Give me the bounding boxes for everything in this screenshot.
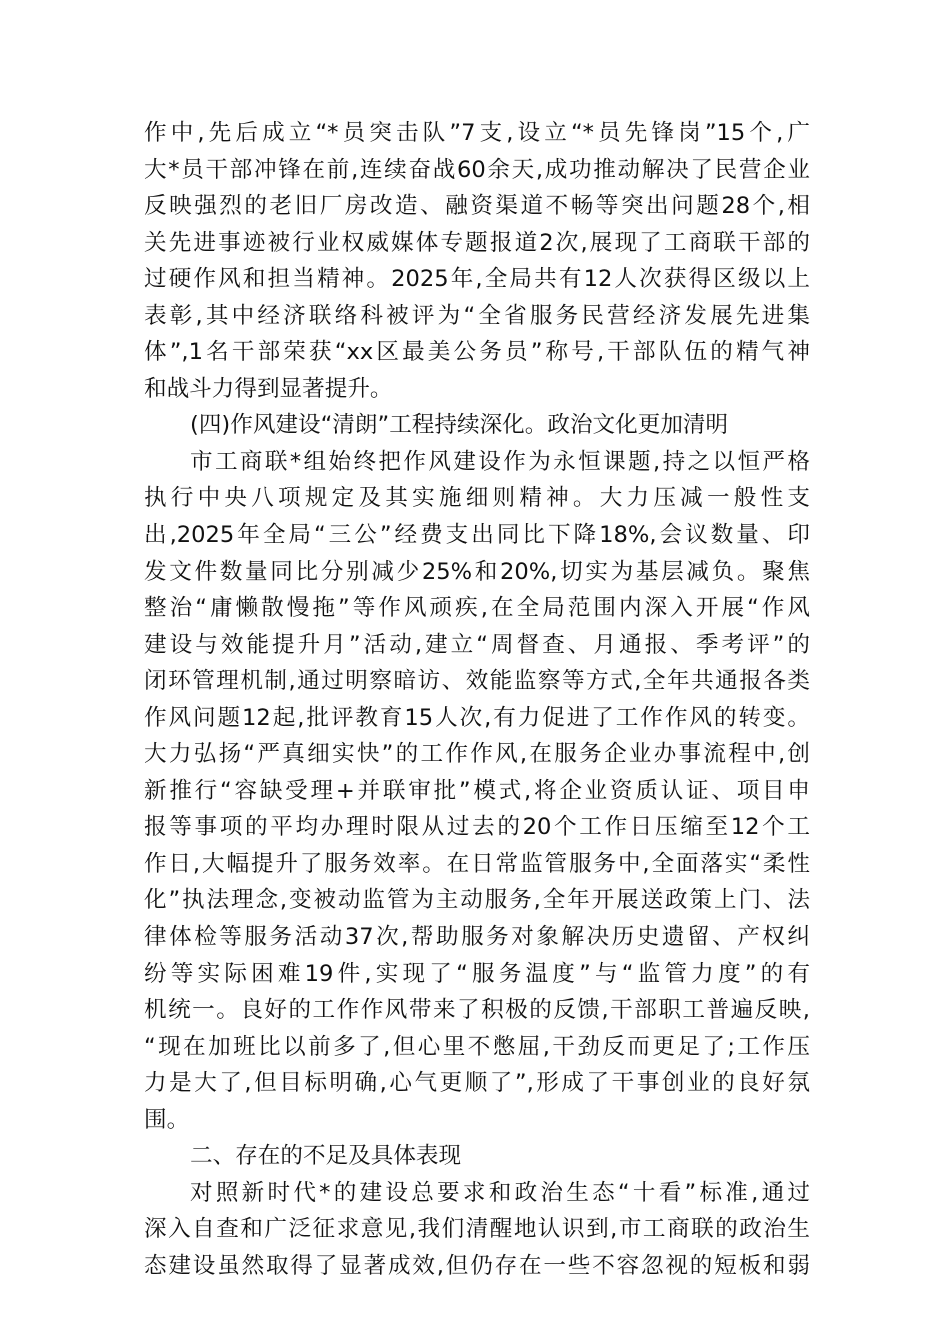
text-line: 反映强烈的老旧厂房改造、融资渠道不畅等突出问题28个,相 [144,193,810,220]
text-line: 大力弘扬“严真细实快”的工作作风,在服务企业办事流程中,创 [144,741,810,768]
text-line: 建设与效能提升月”活动,建立“周督查、月通报、季考评”的 [144,631,810,658]
text-line: 体”,1名干部荣获“xx区最美公务员”称号,干部队伍的精气神 [144,339,810,366]
text-line: 机统一。良好的工作作风带来了积极的反馈,干部职工普遍反映, [144,997,810,1024]
text-line: 表彰,其中经济联络科被评为“全省服务民营经济发展先进集 [144,302,810,329]
text-line: 出,2025年全局“三公”经费支出同比下降18%,会议数量、印 [144,522,810,549]
text-line: 力是大了,但目标明确,心气更顺了”,形成了干事创业的良好氛 [144,1070,810,1097]
text-line: 化”执法理念,变被动监管为主动服务,全年开展送政策上门、法 [144,887,810,914]
text-line: 纷等实际困难19件,实现了“服务温度”与“监管力度”的有 [144,960,810,987]
text-line: 和战斗力得到显著提升。 [144,375,393,402]
text-line: “现在加班比以前多了,但心里不憋屈,干劲反而更足了;工作压 [144,1033,810,1060]
text-line: 作中,先后成立“*员突击队”7支,设立“*员先锋岗”15个,广 [144,120,810,146]
text-line: 态建设虽然取得了显著成效,但仍存在一些不容忽视的短板和弱 [144,1252,810,1279]
text-line: 围。 [144,1106,190,1133]
text-line: 报等事项的平均办理时限从过去的20个工作日压缩至12个工 [144,814,810,841]
text-line: 深入自查和广泛征求意见,我们清醒地认识到,市工商联的政治生 [144,1216,810,1243]
section-heading: 二、存在的不足及具体表现 [190,1143,462,1170]
text-line: 新推行“容缺受理+并联审批”模式,将企业资质认证、项目申 [144,777,810,804]
text-line: 闭环管理机制,通过明察暗访、效能监察等方式,全年共通报各类 [144,668,810,695]
text-line: 整治“庸懒散慢拖”等作风顽疾,在全局范围内深入开展“作风 [144,595,810,622]
text-line: 过硬作风和担当精神。2025年,全局共有12人次获得区级以上 [144,266,810,293]
text-line: 对照新时代*的建设总要求和政治生态“十看”标准,通过 [190,1179,810,1206]
text-line: 大*员干部冲锋在前,连续奋战60余天,成功推动解决了民营企业 [144,156,810,183]
text-line: 作日,大幅提升了服务效率。在日常监管服务中,全面落实“柔性 [144,850,810,877]
text-line: 关先进事迹被行业权威媒体专题报道2次,展现了工商联干部的 [144,229,810,256]
text-line: 作风问题12起,批评教育15人次,有力促进了工作作风的转变。 [144,704,810,731]
body-text [144,115,810,1285]
text-line: 市工商联*组始终把作风建设作为永恒课题,持之以恒严格 [190,448,810,475]
text-line: 执行中央八项规定及其实施细则精神。大力压减一般性支 [144,485,810,512]
text-line: 发文件数量同比分别减少25%和20%,切实为基层减负。聚焦 [144,558,810,585]
text-line: 律体检等服务活动37次,帮助服务对象解决历史遗留、产权纠 [144,924,810,951]
section-heading: (四)作风建设“清朗”工程持续深化。政治文化更加清明 [190,412,729,439]
